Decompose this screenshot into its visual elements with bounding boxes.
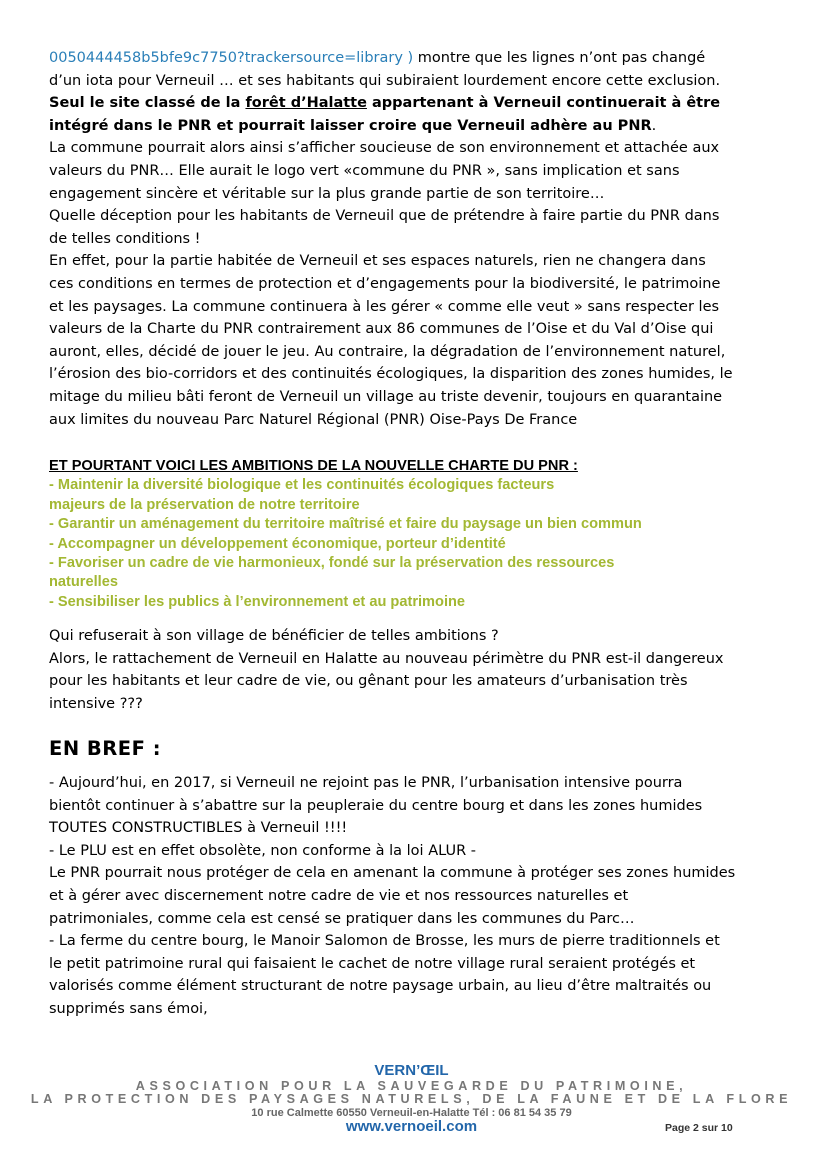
bold-end: . <box>651 117 657 134</box>
bold-prefix: Seul le site classé de la <box>49 95 246 112</box>
intro-block <box>49 47 775 431</box>
ambition-item: - Accompagner un développement économique, porteur d’identité <box>49 535 506 552</box>
intro-line1-rest: montre que les lignes n’ont pas changé <box>413 50 706 66</box>
ambitions-list <box>49 476 775 612</box>
en-bref-heading: EN BREF : <box>49 737 162 760</box>
ambitions-block <box>49 457 775 612</box>
page-number: Page 2 sur 10 <box>665 1122 733 1134</box>
bold-statement <box>49 95 720 134</box>
ambition-item: - Garantir un aménagement du territoire maîtrisé et faire du paysage un bien commun <box>49 516 642 533</box>
tracker-link[interactable]: 0050444458b5bfe9c7750?trackersource=library ) <box>49 50 414 66</box>
footer-website-link[interactable]: www.vernoeil.com <box>345 1118 478 1135</box>
ambitions-title: ET POURTANT VOICI LES AMBITIONS DE LA NOUVELLE CHARTE DU PNR : <box>49 458 578 474</box>
ambition-item: - Favoriser un cadre de vie harmonieux, fondé sur la préservation des ressources naturelles <box>49 555 615 591</box>
bold-suffix: appartenant à Verneuil continuerait à être intégré dans le PNR et pourrait laisser croire que Verneuil adhère au PNR <box>49 95 721 134</box>
ambition-item: - Maintenir la diversité biologique et les continuités écologiques facteurs majeurs de la préservation de notre territoire <box>49 477 555 513</box>
footer-assoc-line1: ASSOCIATION POUR LA SAUVEGARDE DU PATRIMOINE, <box>135 1079 688 1093</box>
footer-address: 10 rue Calmette 60550 Verneuil-en-Halatte Tél : 06 81 54 35 79 <box>251 1107 572 1119</box>
footer-association <box>0 1080 823 1106</box>
en-bref-text: - Aujourd’hui, en 2017, si Verneuil ne rejoint pas le PNR, l’urbanisation intensive pourra bientôt continuer à s’abattre sur la peupleraie du centre bourg et dans les zones humides TOUTES CONSTRUCTIBLES à Verneuil !!!! - Le PLU est en effet obsolète, non conforme à la loi ALUR - Le PNR pourrait nous protéger de cela en amenant la commune à protéger ses zones humides et à gérer avec discernement notre cadre de vie et nos ressources naturelles et patrimoniales, comme cela est censé se pratiquer dans les communes du Parc… - La ferme du centre bourg, le Manoir Salomon de Brosse, les murs de pierre traditionnels et le petit patrimoine rural qui faisaient le cachet de notre village rural seraient protégés et valorisés comme élément structurant de notre paysage urbain, au lieu d’être maltraités ou supprimés sans émoi, <box>49 775 736 1017</box>
ambition-item: - Sensibiliser les publics à l’environnement et au patrimoine <box>49 593 466 610</box>
intro-line2: d’un iota pour Verneuil … et ses habitants qui subiraient lourdement encore cette exclusion. <box>49 72 721 89</box>
footer-brand: VERN’ŒIL <box>374 1062 449 1079</box>
intro-paragraph: La commune pourrait alors ainsi s’afficher soucieuse de son environnement et attachée aux valeurs du PNR… Elle aurait le logo vert «commune du PNR », sans implication et sans engagement sincère et véritable sur la plus grande partie de son territoire… Quelle déception pour les habitants de Verneuil que de prétendre à faire partie du PNR dans de telles conditions ! En effet, pour la partie habitée de Verneuil et ses espaces naturels, rien ne changera dans ces conditions en termes de protection et d’engagements pour la biodiversité, le patrimoine et les paysages. La commune continuera à les gérer « comme elle veut » sans respecter les valeurs de la Charte du PNR contrairement aux 86 communes de l’Oise et du Val d’Oise qui auront, elles, décidé de jouer le jeu. Au contraire, la dégradation de l’environnement naturel, l’érosion des bio-corridors et des continuités écologiques, la disparition des zones humides, le mitage du milieu bâti feront de Verneuil un village au triste devenir, toujours en quarantaine aux limites du nouveau Parc Naturel Régional (PNR) Oise-Pays De France <box>49 140 733 428</box>
footer-assoc-line2: LA PROTECTION DES PAYSAGES NATURELS, DE LA FAUNE ET DE LA FLORE <box>30 1092 793 1106</box>
foret-halatte-link: forêt d’Halatte <box>245 95 367 112</box>
question-paragraph: Qui refuserait à son village de bénéficier de telles ambitions ? Alors, le rattachement de Verneuil en Halatte au nouveau périmètre du PNR est-il dangereux pour les habitants et leur cadre de vie, ou gênant pour les amateurs d’urbanisation très intensive ??? <box>49 628 724 712</box>
